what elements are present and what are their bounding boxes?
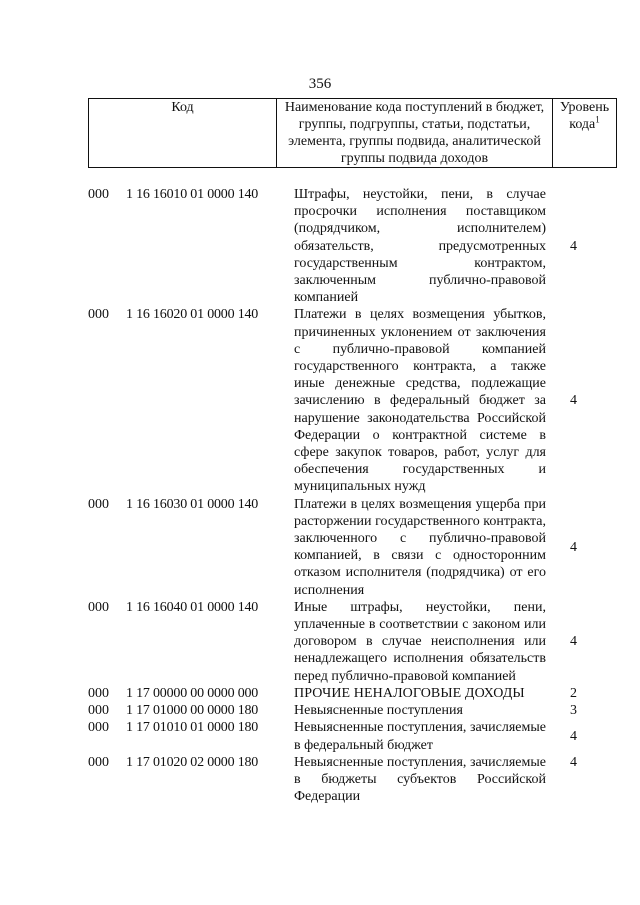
revenue-name: Невыясненные поступления, зачисляемые в федеральный бюджет — [294, 720, 546, 753]
admin-code: 000 — [88, 599, 109, 615]
revenue-code: 1 17 01010 01 0000 180 — [126, 720, 259, 736]
revenue-name: Штрафы, неустойки, пени, в случае просрочки исполнения поставщиком (подрядчиком, исполнителем) обязательств, предусмотренных государственным контрактом, заключенным публично-правовой компанией — [294, 187, 546, 306]
revenue-code-list — [88, 186, 601, 805]
revenue-code: 1 16 16030 01 0000 140 — [126, 496, 259, 512]
table-row — [88, 754, 601, 806]
admin-code: 000 — [88, 496, 109, 512]
revenue-code: 1 17 01000 00 0000 180 — [126, 703, 259, 719]
code-level: 4 — [570, 238, 577, 254]
header-level — [553, 99, 617, 168]
header-level-label: Уровень кода — [559, 100, 610, 132]
table-row — [88, 719, 601, 753]
admin-code: 000 — [88, 703, 109, 719]
code-level: 4 — [570, 728, 577, 744]
table-row — [88, 186, 601, 306]
revenue-name: Иные штрафы, неустойки, пени, уплаченные в соответствии с законом или договором в случае неисполнения или ненадлежащего исполнения обязательств перед публично-правовой компанией — [294, 599, 546, 684]
header-level-footnote: 1 — [595, 114, 600, 125]
revenue-name: Невыясненные поступления — [294, 703, 463, 719]
page-number: 356 — [308, 76, 332, 92]
code-level: 4 — [570, 634, 577, 650]
admin-code: 000 — [88, 685, 109, 701]
code-level: 3 — [570, 703, 577, 719]
table-header — [88, 98, 617, 168]
code-level: 4 — [570, 754, 577, 770]
admin-code: 000 — [88, 307, 109, 323]
admin-code: 000 — [88, 754, 109, 770]
table-row — [88, 306, 601, 495]
revenue-code: 1 17 01020 02 0000 180 — [126, 754, 259, 770]
revenue-name: Платежи в целях возмещения ущерба при расторжении государственного контракта, заключенного с публично-правовой компанией, в связи с односторонним отказом исполнителя (подрядчика) от его исполнения — [294, 496, 546, 598]
header-code: Код — [89, 99, 277, 168]
code-level: 2 — [570, 685, 577, 701]
admin-code: 000 — [88, 187, 109, 202]
code-level: 4 — [570, 539, 577, 555]
code-level: 4 — [570, 393, 577, 409]
revenue-code: 1 16 16040 01 0000 140 — [126, 599, 259, 615]
table-row — [88, 599, 601, 685]
revenue-code: 1 16 16020 01 0000 140 — [126, 307, 259, 323]
table-row — [88, 685, 601, 702]
admin-code: 000 — [88, 720, 109, 736]
revenue-code: 1 16 16010 01 0000 140 — [126, 187, 259, 202]
revenue-name: ПРОЧИЕ НЕНАЛОГОВЫЕ ДОХОДЫ — [294, 685, 525, 701]
header-name: Наименование кода поступлений в бюджет, группы, подгруппы, статьи, подстатьи, элемента, группы подвида, аналитической группы подвида доходов — [277, 99, 553, 168]
revenue-code: 1 17 00000 00 0000 000 — [126, 685, 259, 701]
table-row — [88, 496, 601, 599]
revenue-name: Невыясненные поступления, зачисляемые в бюджеты субъектов Российской Федерации — [294, 754, 546, 805]
table-row — [88, 702, 601, 719]
revenue-name: Платежи в целях возмещения убытков, причиненных уклонением от заключения с публично-правовой компанией государственного контракта, а также иные денежные средства, подлежащие зачислению в федеральный бюджет за нарушение законодательства Российской Федерации о контрактной системе в сфере закупок товаров, работ, услуг для обеспечения государственных и муниципальных нужд — [294, 307, 546, 495]
